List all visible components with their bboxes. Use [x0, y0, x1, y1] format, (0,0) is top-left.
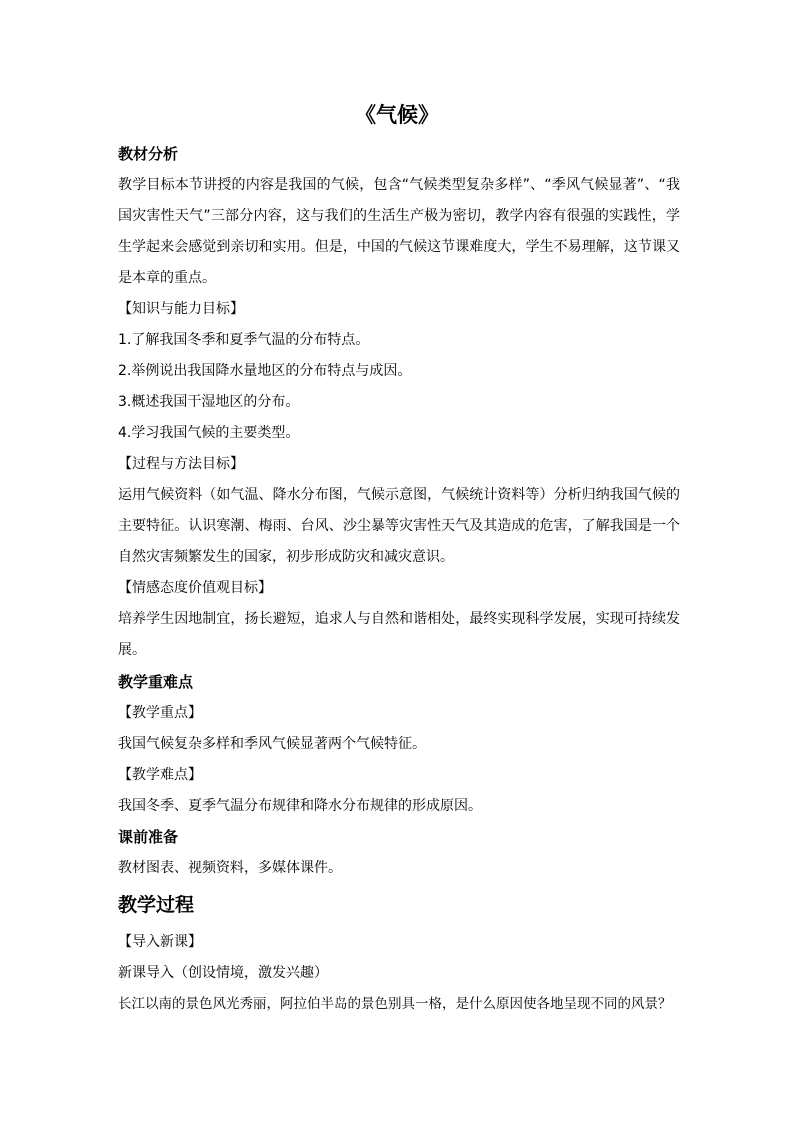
intro-heading: 【导入新课】 — [118, 934, 202, 950]
prep-text: 教材图表、视频资料，多媒体课件。 — [118, 860, 342, 876]
knowledge-heading: 【知识与能力目标】 — [118, 301, 244, 317]
process-paragraph: 运用气候资料（如气温、降水分布图，气候示意图，气候统计资料等）分析归纳我国气候的主要特征。认识寒潮、梅雨、台风、沙尘暴等灾害性天气及其造成的危害，了解我国是一个自然灾害频繁发生的国家，初步形成防灾和减灾意识。 — [118, 487, 680, 565]
intro-text: 长江以南的景色风光秀丽，阿拉伯半岛的景色别具一格，是什么原因使各地呈现不同的风景？ — [118, 996, 672, 1012]
analysis-heading: 教材分析 — [118, 145, 179, 163]
knowledge-item-2: 2.举例说出我国降水量地区的分布特点与成因。 — [118, 363, 412, 379]
keypoints-heading: 教学重难点 — [118, 673, 194, 691]
focus-heading: 【教学重点】 — [118, 705, 202, 721]
document-title: 《气候》 — [355, 103, 439, 127]
emotion-paragraph: 培养学生因地制宜，扬长避短，追求人与自然和谐相处，最终实现科学发展，实现可持续发展。 — [118, 611, 680, 658]
knowledge-item-4: 4.学习我国气候的主要类型。 — [118, 425, 300, 441]
analysis-paragraph: 教学目标本节讲授的内容是我国的气候，包含“气候类型复杂多样”、“季风气候显著”、“我国灾害性天气”三部分内容，这与我们的生活生产极为密切，教学内容有很强的实践性，学生学起来会感觉到亲切和实用。但是，中国的气候这节课难度大，学生不易理解，这节课又是本章的重点。 — [118, 177, 680, 286]
knowledge-item-1: 1.了解我国冬季和夏季气温的分布特点。 — [118, 332, 370, 348]
teaching-heading: 教学过程 — [118, 894, 195, 916]
process-heading: 【过程与方法目标】 — [118, 456, 244, 472]
focus-text: 我国气候复杂多样和季风气候显著两个气候特征。 — [118, 736, 426, 752]
difficulty-text: 我国冬季、夏季气温分布规律和降水分布规律的形成原因。 — [118, 798, 482, 814]
emotion-heading: 【情感态度价值观目标】 — [118, 580, 272, 596]
intro-subheading: 新课导入（创设情境，激发兴趣） — [118, 965, 328, 981]
prep-heading: 课前准备 — [118, 828, 179, 846]
difficulty-heading: 【教学难点】 — [118, 767, 202, 783]
knowledge-item-3: 3.概述我国干湿地区的分布。 — [118, 394, 300, 410]
